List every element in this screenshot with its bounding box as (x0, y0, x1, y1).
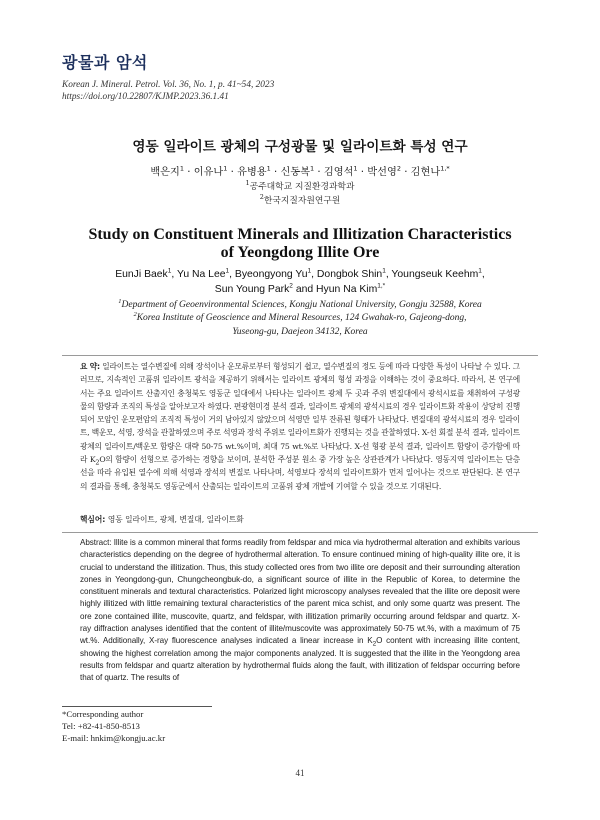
affiliations-english (0, 299, 600, 339)
affiliation-ko-2: $^2$한국지질자원연구원 (259, 193, 341, 206)
section-divider (62, 355, 538, 356)
affiliation-ko-1: $^1$공주대학교 지질환경과학과 (245, 179, 355, 192)
keywords-korean: 핵심어: 영동 일라이트, 광체, 변질대, 일라이트화 (80, 515, 244, 524)
author-ko: 유병용$^1$ (237, 164, 271, 178)
author-ko: 박선영$^2$ (367, 164, 401, 178)
authors-english: EunJi Baek$^1$, Yu Na Lee$^1$, Byeongyong Yu$^1$, Dongbok Shin$^1$, Youngseuk Keehm$^1$, Sun Young Park$^2$ and Hyun Na Kim$^{1,*}$ (115, 267, 485, 295)
author-ko: 백은지$^1$ (150, 164, 184, 178)
abstract-en-label: Abstract: (80, 538, 112, 547)
author-ko: 김현나$^{1,*}$ (410, 164, 450, 178)
affiliations-korean (0, 180, 600, 208)
corresponding-author-footnote: *Corresponding author Tel: +82-41-850-8513 E-mail: hnkim@kongju.ac.kr (62, 709, 166, 743)
section-divider (62, 532, 538, 533)
journal-name: 광물과 암석 (62, 53, 148, 72)
email-link[interactable]: E-mail: hnkim@kongju.ac.kr (62, 733, 166, 743)
abstract-english: Abstract: Illite is a common mineral that forms readily from feldspar and mica via hydrothermal alteration and exhibits various characteristics depending on the degree of hydrothermal alteration. To ensure continued mining of high-quality illite ore, it is crucial to understand the illitization. Thus, this study collected ores from two illite ore deposit and their surrounding alteration zones in Yeongdong-gun, Chungcheongbuk-do, a significant source of illite in the Republic of Korea, to determine the constituent minerals and textural characteristics. Polarized light microscopy analyses revealed that the illite ore deposit were highly illitized with little remaining textural characteristics of the parent mica schist, and only some quartz was present. The ore zone contained illite, muscovite, quartz, and feldspar, with illitization primarily occurring around feldspar and quartz. X-ray diffraction analyses identified that the content of illite/muscovite was approximately 50-75 wt.%, with a maximum of 75 wt.%. Additionally, X-ray fluorescence analyses indicated a linear increase in $K_2O$ content with increasing illite content, showing the highest correlation among the major components analyzed. It is suggested that the illite in the Yeongdong area results from feldspar and quartz alteration by hydrothermal fluids along the fault, with illitization of feldspar occurring before that of quartz. The results of (80, 538, 520, 683)
journal-citation (62, 79, 274, 103)
paper-title-english: Study on Constituent Minerals and Illitization Characteristics of Yeongdong Illite Ore (88, 226, 512, 261)
page-number: 41 (295, 768, 305, 778)
paper-title-korean: 영동 일라이트 광체의 구성광물 및 일라이트화 특성 연구 (132, 139, 468, 155)
citation-line: Korean J. Mineral. Petrol. Vol. 36, No. 1, p. 41~54, 2023 (62, 80, 275, 90)
affiliation-en-3: Yuseong-gu, Daejeon 34132, Korea (232, 326, 368, 337)
author-ko: 이유나$^1$ (193, 164, 228, 178)
affiliation-en-2: $^2$Korea Institute of Geoscience and Mineral Resources, 124 Gwahak-ro, Gajeong-dong, (133, 311, 467, 324)
authors-korean: 백은지$^1$ · 이유나$^1$ · 유병용$^1$ · 신동복$^1$ · 김영석$^1$ · 박선영$^2$ · 김현나$^{1,*}$ (150, 164, 450, 178)
abstract-korean: 요 약: 일라이트는 열수변질에 의해 장석이나 운모류로부터 형성되기 쉽고, 열수변질의 정도 등에 따라 다양한 특성이 나타날 수 있다. 그러므로, 지속적인 고품위 일라이트 광석을 제공하기 위해서는 일라이트 광체의 형성 과정을 이해하는 것이 중요하다. 따라서, 본 연구에서는 주요 일라이트 산출지인 충청북도 영동군 일대에서 나타나는 일라이트 광체 두 곳과 주위 변질대에서 광석시료를 채취하여 구성광물의 함량과 조직의 특성을 알아보고자 하였다. 편광현미경 분석 결과, 일라이트 광체의 광석시료의 경우 일라이트화 작용이 상당히 진행되어 모암인 운모편암의 조직적 특성이 거의 남아있지 않았으며 석영만 일부 잔류된 형태가 나타났다. 변질대의 광석시료의 경우 일라이트, 백운모, 석영, 장석을 관찰하였으며 주로 석영과 장석 주위로 일라이트화가 진행되는 것을 관찰하였다. X-선 회절 분석 결과, 일라이트 광체의 일라이트/백운모 함량은 대략 50-75 wt.%이며, 최대 75 wt.%로 나타났다. X-선 형광 분석 결과, 일라이트 함량이 증가함에 따라 $K_2O$의 함량이 선형으로 증가하는 경향을 보이며, 분석한 주성분 원소 중 가장 높은 상관관계가 나타났다. 영동지역 일라이트는 단층선을 따라 유입된 열수에 의해 석영과 장석의 변질로 나타나며, 석영보다 장석의 일라이트화가 먼저 일어나는 것으로 판단된다. 본 연구의 결과를 통해, 충청북도 영동군에서 산출되는 일라이트의 고품위 광체 개발에 기여할 수 있을 것으로 기대된다. (80, 362, 520, 491)
keywords-label: 핵심어: (80, 515, 106, 524)
author-ko: 신동복$^1$ (280, 164, 315, 178)
abstract-ko-label: 요 약: (80, 362, 100, 371)
affiliation-en-1: $^1$Department of Geoenvironmental Sciences, Kongju National University, Gongju 32588, Korea (118, 297, 482, 310)
footnote-divider (62, 706, 212, 707)
author-ko: 김영석$^1$ (323, 164, 358, 178)
doi-link[interactable]: https://doi.org/10.22807/KJMP.2023.36.1.41 (62, 92, 229, 102)
